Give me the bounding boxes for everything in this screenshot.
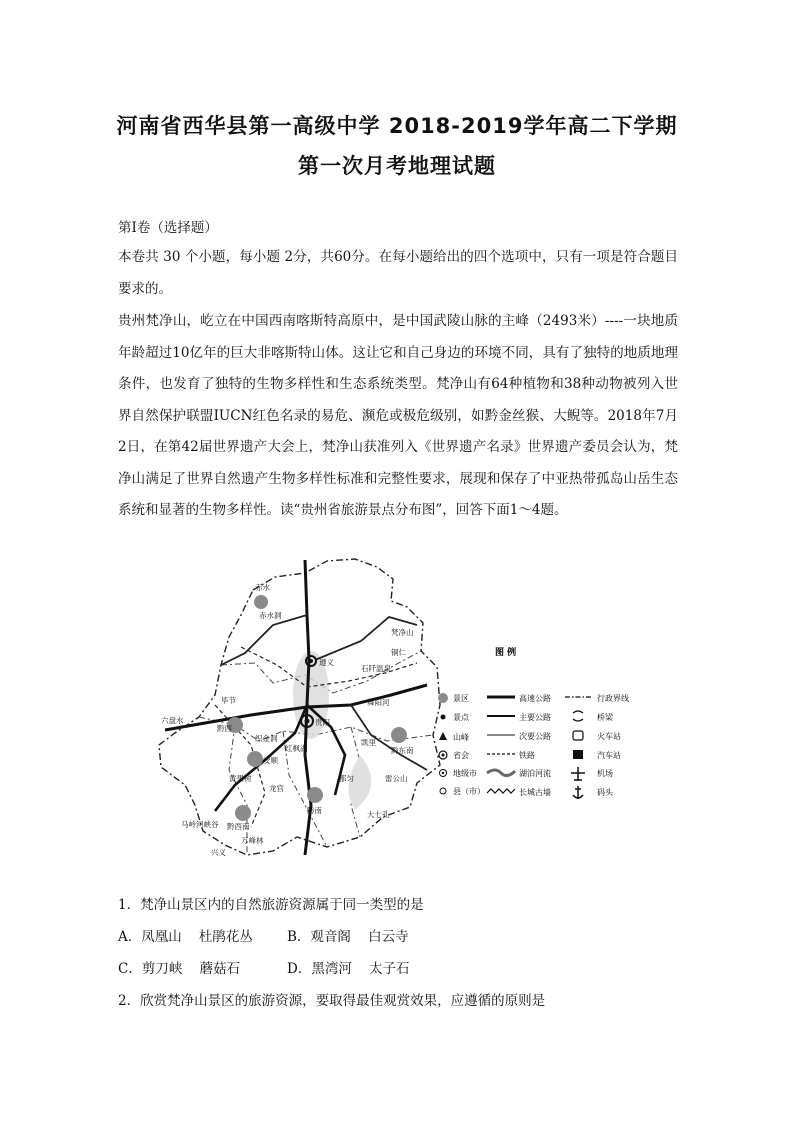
legend-label-17: 码头 bbox=[597, 788, 613, 797]
reading-passage: 贵州梵净山，屹立在中国西南喀斯特高原中，是中国武陵山脉的主峰（2493米）----一块地质年龄超过10亿年的巨大非喀斯特山体。这让它和自己身边的环境不同，具有了独特的地质地理条件，也发育了独特的生物多样性和生态系统类型。梵净山有64种植物和38种动物被列入世界自然保护联盟IUCN红色名录的易危、濒危或极危级别，如黔金丝猴、大鲵等。2018年7月2日，在第42届世界遗产大会上，梵净山获准列入《世界遗产名录》世界遗产委员会认为，梵净山满足了世界自然遗产生物多样性标准和完整性要求，展现和保存了中亚热带孤岛山岳生态系统和显著的生物多样性。读“贵州省旅游景点分布图”，回答下面1～4题。 bbox=[118, 313, 678, 518]
legend-label-7: 主要公路 bbox=[519, 713, 551, 722]
legend-col-3 bbox=[565, 693, 629, 799]
question-2-stem: 2．欣赏梵净山景区的旅游资源，要取得最佳观赏效果，应遵循的原则是 bbox=[118, 993, 546, 1009]
legend-label-4: 地级市 bbox=[453, 769, 477, 778]
question-1-option-c: C．剪刀峡 蘑菇石 bbox=[118, 961, 240, 977]
legend-col-1 bbox=[438, 693, 485, 796]
question-1-option-d: D．黑湾河 太子石 bbox=[287, 961, 410, 977]
legend-label-2: 山峰 bbox=[453, 733, 469, 742]
section-instructions: 本卷共 30 个小题，每小题 2分，共60分。在每小题给出的四个选项中，只有一项是符合题目要求的。 bbox=[118, 249, 678, 297]
place-libo: 大七孔 bbox=[367, 810, 390, 819]
legend-label-10: 湖泊河流 bbox=[519, 769, 551, 778]
place-chishui: 赤水 bbox=[255, 583, 270, 592]
place-wanfenglin: 万峰林 bbox=[241, 836, 264, 845]
place-hongfeng: 红枫湖 bbox=[285, 744, 308, 753]
place-duyun: 都匀 bbox=[339, 774, 354, 783]
question-1-option-b: B．观音阁 白云寺 bbox=[287, 929, 409, 945]
place-wuyang: 舞阳河 bbox=[367, 698, 390, 707]
place-anshun: 安顺 bbox=[263, 756, 278, 765]
place-zhijin: 织金洞 bbox=[255, 734, 278, 743]
place-longgong: 龙宫 bbox=[269, 784, 284, 793]
place-qiandongnan: 黔东南 bbox=[391, 746, 414, 755]
place-qiannan: 黔南 bbox=[307, 806, 322, 815]
place-leigong: 雷公山 bbox=[385, 774, 408, 783]
place-xingyi: 兴义 bbox=[211, 848, 226, 857]
place-bijie: 毕节 bbox=[221, 696, 236, 705]
legend-label-13: 桥梁 bbox=[597, 713, 613, 722]
legend-label-6: 高速公路 bbox=[519, 694, 551, 703]
page-subtitle: 第一次月考地理试题 bbox=[298, 154, 496, 178]
legend-label-14: 火车站 bbox=[597, 732, 621, 741]
legend-label-1: 景点 bbox=[453, 713, 469, 722]
place-tongren: 铜仁 bbox=[391, 648, 406, 657]
place-liupanshui: 六盘水 bbox=[161, 716, 184, 725]
legend-label-8: 次要公路 bbox=[519, 732, 551, 741]
legend-label-16: 机场 bbox=[597, 769, 613, 778]
question-1-stem: 1．梵净山景区内的自然旅游资源属于同一类型的是 bbox=[118, 897, 424, 913]
place-chishuidong: 赤水洞 bbox=[259, 611, 282, 620]
place-huangguoshu: 黄果树 bbox=[229, 774, 252, 783]
place-guiyang: 贵阳 bbox=[315, 718, 330, 727]
legend-col-2 bbox=[487, 693, 551, 797]
legend-title: 图 例 bbox=[495, 648, 517, 658]
legend-label-3: 省会 bbox=[453, 751, 469, 760]
place-qianxinan: 黔西南 bbox=[227, 822, 250, 831]
legend-label-15: 汽车站 bbox=[597, 751, 621, 760]
legend-label-0: 景区 bbox=[453, 694, 469, 703]
place-maling: 马岭河峡谷 bbox=[181, 820, 219, 829]
legend-label-9: 铁路 bbox=[519, 751, 535, 760]
place-qianxi: 黔西 bbox=[217, 724, 232, 733]
question-1-option-a: A．凤凰山 杜鹃花丛 bbox=[118, 929, 253, 945]
legend-label-11: 长城古墙 bbox=[519, 788, 551, 797]
place-zunyi: 遵义 bbox=[319, 658, 334, 667]
legend-label-12: 行政界线 bbox=[597, 694, 629, 703]
place-shiqian: 石阡温泉 bbox=[361, 664, 391, 673]
guizhou-tourism-map bbox=[155, 555, 673, 880]
section-label: 第Ⅰ卷（选择题） bbox=[118, 220, 218, 236]
place-kaili: 凯里 bbox=[361, 738, 376, 747]
page-title: 河南省西华县第一高级中学 2018-2019学年高二下学期 bbox=[116, 114, 678, 138]
place-fanjingshan: 梵净山 bbox=[391, 628, 414, 637]
legend-label-5: 县（市） bbox=[453, 787, 485, 796]
